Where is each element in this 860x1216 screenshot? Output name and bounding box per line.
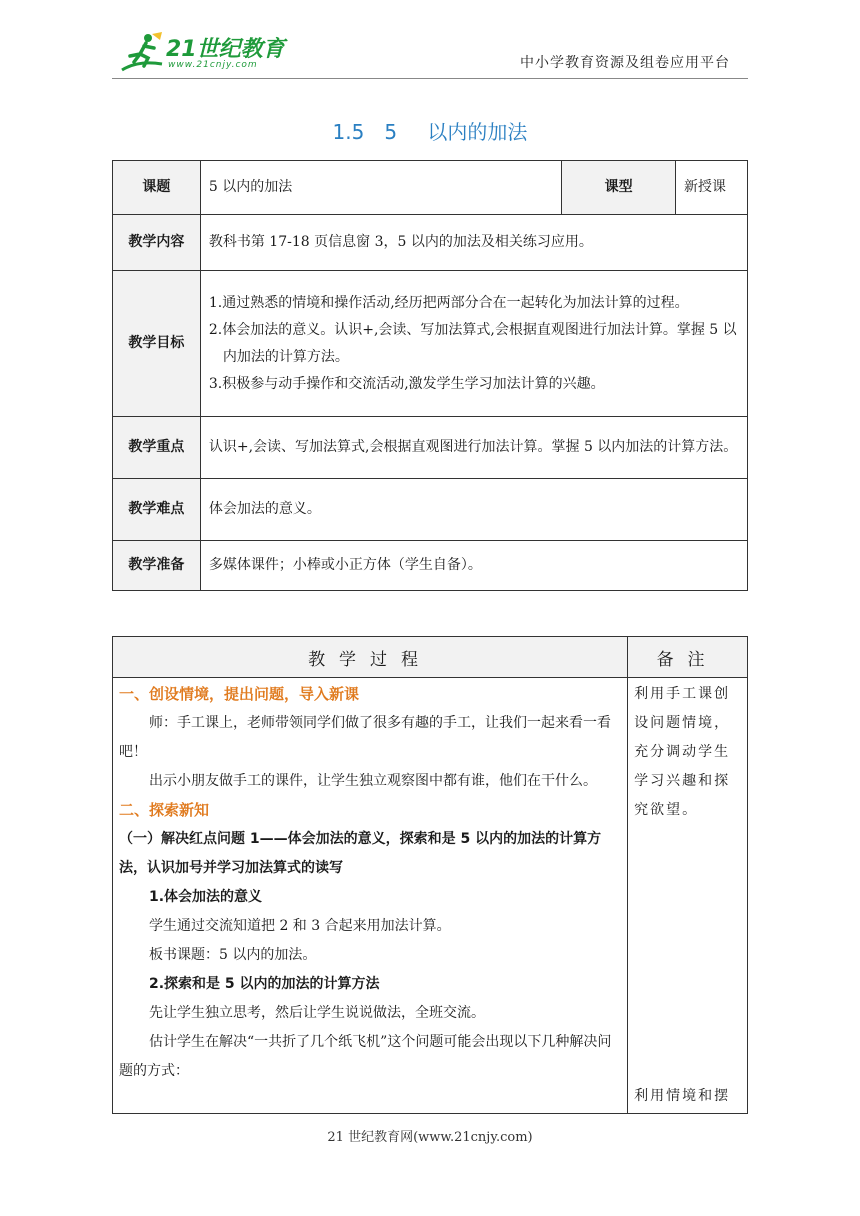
paragraph: 出示小朋友做手工的课件，让学生独立观察图中都有谁，他们在干什么。: [149, 773, 597, 789]
goals-label: 教学目标: [113, 271, 201, 417]
note-text: 利用手工课创设问题情境，充分调动学生学习兴趣和探究欲望。: [634, 686, 731, 818]
logo-text: 21世纪教育: [166, 37, 285, 62]
lesson-info-table: [112, 160, 748, 591]
table-row: [113, 215, 748, 271]
item-title: 2.探索和是 5 以内的加法的计算方法: [149, 976, 380, 992]
page-header: [0, 0, 860, 90]
goal-item: 3.积极参与动手操作和交流活动,激发学生学习加法计算的兴趣。: [208, 375, 605, 392]
table-row: [113, 417, 748, 479]
item-title: 1.体会加法的意义: [149, 889, 263, 905]
goal-item: 1.通过熟悉的情境和操作活动,经历把两部分合在一起转化为加法计算的过程。: [208, 294, 689, 311]
logo-url: www.21cnjy.com: [168, 60, 258, 70]
table-row: [113, 479, 748, 541]
prep-label: 教学准备: [113, 541, 201, 591]
notes-header: 备注: [628, 637, 748, 678]
type-value: 新授课: [676, 161, 748, 215]
table-row: [113, 678, 748, 1114]
process-header: 教学过程: [113, 637, 628, 678]
table-row: [113, 161, 748, 215]
site-logo: [118, 30, 288, 74]
header-divider: [112, 78, 748, 79]
key-value: 认识+,会读、写加法算式,会根据直观图进行加法计算。掌握 5 以内加法的计算方法。: [200, 417, 747, 479]
page-footer: 21 世纪教育网(www.21cnjy.com): [327, 1130, 533, 1145]
difficulty-label: 教学难点: [113, 479, 201, 541]
content-value: 教科书第 17-18 页信息窗 3，5 以内的加法及相关练习应用。: [200, 215, 747, 271]
table-header-row: [113, 637, 748, 678]
platform-name: 中小学教育资源及组卷应用平台: [520, 55, 730, 71]
difficulty-value: 体会加法的意义。: [200, 479, 747, 541]
type-label: 课型: [562, 161, 676, 215]
topic-label: 课题: [113, 161, 201, 215]
page-title: 1.5 5 以内的加法: [332, 120, 528, 144]
topic-value: 5 以内的加法: [200, 161, 561, 215]
paragraph: 先让学生独立思考，然后让学生说说做法，全班交流。: [149, 1005, 485, 1021]
process-content: [113, 678, 628, 1114]
section-title: 一、创设情境，提出问题，导入新课: [119, 685, 360, 703]
table-row: [113, 271, 748, 417]
goals-value: [200, 271, 747, 417]
runner-logo-icon: [118, 30, 166, 74]
section-title: 二、探索新知: [119, 801, 210, 819]
paragraph: 师：手工课上，老师带领同学们做了很多有趣的手工，让我们一起来看一看吧！: [119, 715, 611, 760]
subsection-title: （一）解决红点问题 1——体会加法的意义，探索和是 5 以内的加法的计算方法，认识加号并学习加法算式的读写: [119, 831, 602, 876]
paragraph: 学生通过交流知道把 2 和 3 合起来用加法计算。: [149, 918, 451, 934]
paragraph: 估计学生在解决“一共折了几个纸飞机”这个问题可能会出现以下几种解决问题的方式：: [119, 1034, 612, 1079]
teaching-process-table: [112, 636, 748, 1114]
prep-value: 多媒体课件；小棒或小正方体（学生自备）。: [200, 541, 747, 591]
note-text: 利用情境和摆: [634, 1088, 731, 1104]
table-row: [113, 541, 748, 591]
goal-item: 2.体会加法的意义。认识+,会读、写加法算式,会根据直观图进行加法计算。掌握 5 以内加法的计算方法。: [208, 321, 737, 365]
content-label: 教学内容: [113, 215, 201, 271]
key-label: 教学重点: [113, 417, 201, 479]
paragraph: 板书课题：5 以内的加法。: [149, 947, 317, 963]
notes-cell: [628, 678, 748, 1114]
